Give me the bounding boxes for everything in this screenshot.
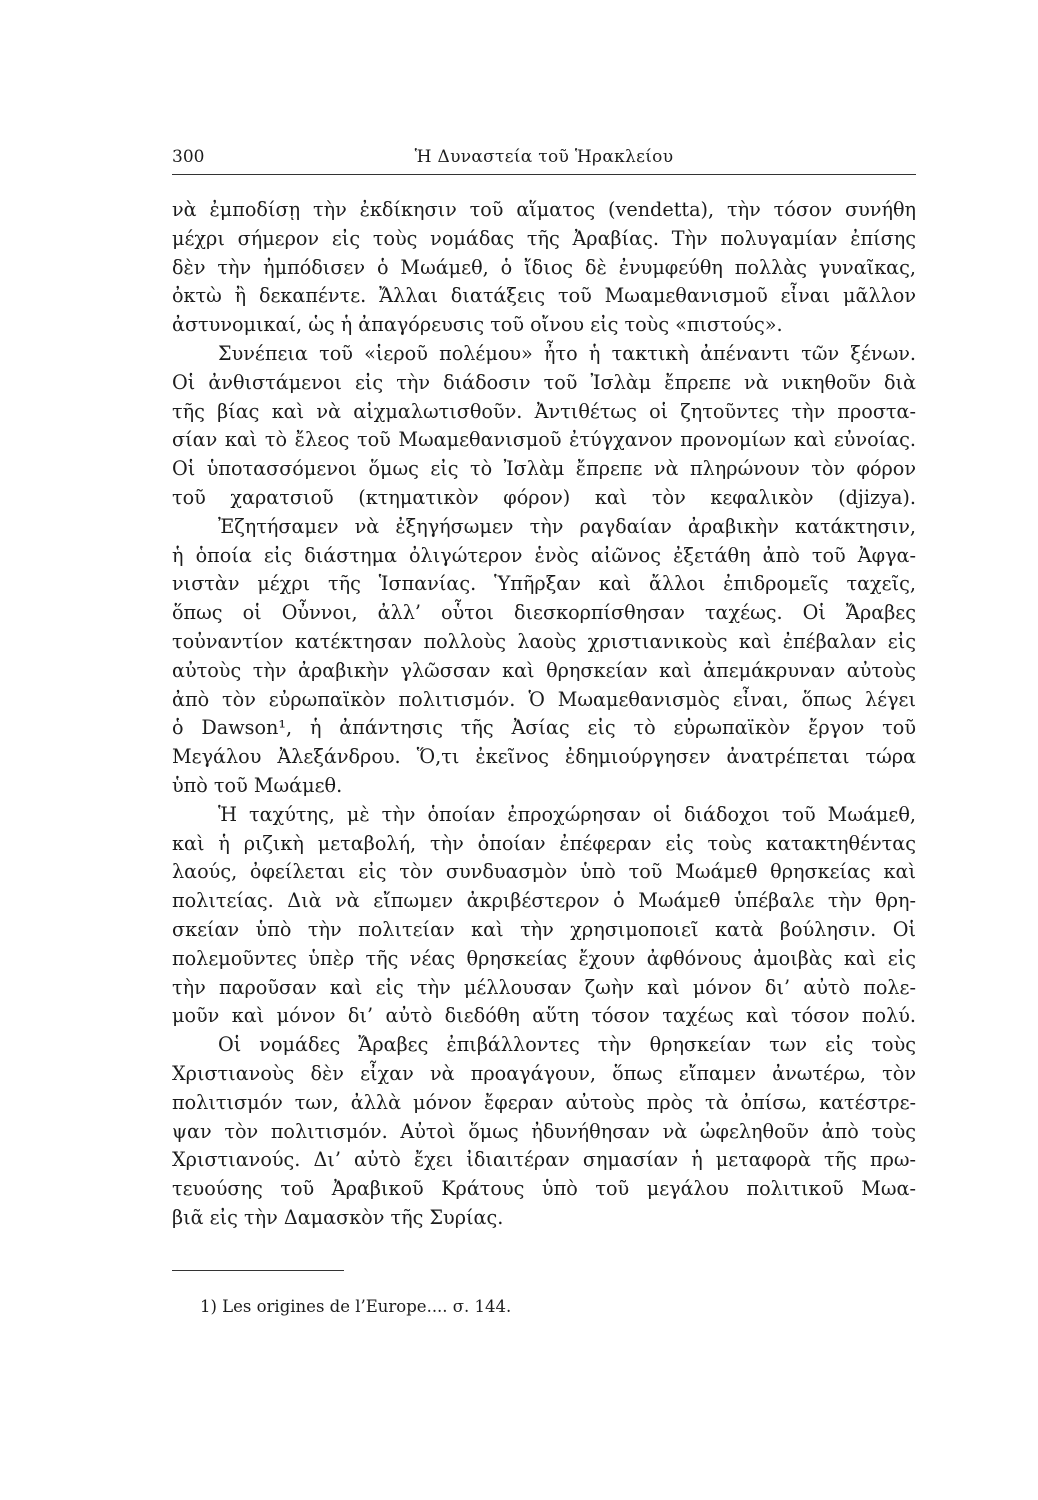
text-line: τῆς βίας καὶ νὰ αἰχμαλωτισθοῦν. Ἀντιθέτως οἱ ζητοῦντες τὴν προστα-: [172, 399, 916, 423]
text-line: τὴν παροῦσαν καὶ εἰς τὴν μέλλουσαν ζωὴν καὶ μόνον δι’ αὐτὸ πολε-: [172, 975, 916, 999]
text-line: μοῦν καὶ μόνον δι’ αὐτὸ διεδόθη αὕτη τόσον ταχέως καὶ τόσον πολύ.: [172, 1004, 916, 1028]
footnote: 1) Les origines de l’Europe.... σ. 144.: [200, 1297, 512, 1316]
text-line: Οἱ ὑποτασσόμενοι ὅμως εἰς τὸ Ἰσλὰμ ἔπρεπε νὰ πληρώνουν τὸν φόρον: [172, 457, 916, 481]
text-line: Χριστιανοὺς δὲν εἶχαν νὰ προαγάγουν, ὅπως εἴπαμεν ἀνωτέρω, τὸν: [172, 1061, 916, 1085]
text-line: Ἡ ταχύτης, μὲ τὴν ὁποίαν ἐπροχώρησαν οἱ διάδοχοι τοῦ Μωάμεθ,: [218, 802, 916, 826]
text-line: ὁ Dawson¹, ἡ ἀπάντησις τῆς Ἀσίας εἰς τὸ εὐρωπαϊκὸν ἔργον τοῦ: [172, 716, 916, 740]
text-line: νὰ ἐμποδίσῃ τὴν ἐκδίκησιν τοῦ αἵματος (vendetta), τὴν τόσον συνήθη: [172, 198, 916, 221]
text-line: Μεγάλου Ἀλεξάνδρου. Ὅ,τι ἐκεῖνος ἐδημιούργησεν ἀνατρέπεται τώρα: [172, 745, 916, 769]
text-line: πολιτισμόν των, ἀλλὰ μόνον ἔφεραν αὐτοὺς πρὸς τὰ ὀπίσω, κατέστρε-: [172, 1090, 916, 1114]
footnote-rule: [172, 1270, 344, 1271]
text-line: ψαν τὸν πολιτισμόν. Αὐτοὶ ὅμως ἠδυνήθησαν νὰ ὠφεληθοῦν ἀπὸ τοὺς: [172, 1119, 916, 1143]
text-line: αὐτοὺς τὴν ἀραβικὴν γλῶσσαν καὶ θρησκείαν καὶ ἀπεμάκρυναν αὐτοὺς: [172, 658, 916, 682]
text-line: ὑπὸ τοῦ Μωάμεθ.: [172, 773, 343, 797]
text-line: πολιτείας. Διὰ νὰ εἴπωμεν ἀκριβέστερον ὁ Μωάμεθ ὑπέβαλε τὴν θρη-: [172, 889, 916, 913]
text-line: πολεμοῦντες ὑπὲρ τῆς νέας θρησκείας ἔχουν ἀφθόνους ἀμοιβὰς καὶ εἰς: [172, 946, 916, 970]
text-line: τευούσης τοῦ Ἀραβικοῦ Κράτους ὑπὸ τοῦ μεγάλου πολιτικοῦ Μωα-: [172, 1177, 916, 1201]
text-line: νιστὰν μέχρι τῆς Ἱσπανίας. Ὑπῆρξαν καὶ ἄλλοι ἐπιδρομεῖς ταχεῖς,: [172, 572, 916, 596]
text-line: Ἐζητήσαμεν νὰ ἐξηγήσωμεν τὴν ραγδαίαν ἀραβικὴν κατάκτησιν,: [218, 514, 916, 538]
page-header: [172, 146, 916, 168]
page-number: 300: [172, 147, 205, 167]
text-line: βιᾶ εἰς τὴν Δαμασκὸν τῆς Συρίας.: [172, 1205, 504, 1229]
running-title: Ἡ Δυναστεία τοῦ Ἡρακλείου: [414, 147, 674, 167]
text-line: λαούς, ὀφείλεται εἰς τὸν συνδυασμὸν ὑπὸ τοῦ Μωάμεθ θρησκείας καὶ: [172, 860, 916, 884]
body-text: [172, 196, 916, 1233]
text-line: ἡ ὁποία εἰς διάστημα ὀλιγώτερον ἑνὸς αἰῶνος ἐξετάθη ἀπὸ τοῦ Ἀφγα-: [172, 543, 916, 567]
text-line: ἀπὸ τὸν εὐρωπαϊκὸν πολιτισμόν. Ὁ Μωαμεθανισμὸς εἶναι, ὅπως λέγει: [172, 687, 916, 711]
text-line: ἀστυνομικαί, ὡς ἡ ἀπαγόρευσις τοῦ οἴνου εἰς τοὺς «πιστούς».: [172, 313, 783, 337]
text-line: ὅπως οἱ Οὖννοι, ἀλλ’ οὗτοι διεσκορπίσθησαν ταχέως. Οἱ Ἄραβες: [172, 601, 916, 625]
header-rule: [172, 174, 916, 175]
text-line: Οἱ νομάδες Ἄραβες ἐπιβάλλοντες τὴν θρησκείαν των εἰς τοὺς: [218, 1033, 916, 1057]
text-line: σίαν καὶ τὸ ἔλεος τοῦ Μωαμεθανισμοῦ ἐτύγχανον προνομίων καὶ εὐνοίας.: [172, 428, 916, 452]
text-line: μέχρι σήμερον εἰς τοὺς νομάδας τῆς Ἀραβίας. Τὴν πολυγαμίαν ἐπίσης: [172, 226, 916, 250]
text-line: καὶ ἡ ριζικὴ μεταβολή, τὴν ὁποίαν ἐπέφεραν εἰς τοὺς κατακτηθέντας: [172, 831, 916, 855]
text-line: ὀκτὼ ἢ δεκαπέντε. Ἄλλαι διατάξεις τοῦ Μωαμεθανισμοῦ εἶναι μᾶλλον: [172, 284, 916, 308]
text-line: τοὐναντίον κατέκτησαν πολλοὺς λαοὺς χριστιανικοὺς καὶ ἐπέβαλαν εἰς: [172, 629, 916, 653]
text-line: σκείαν ὑπὸ τὴν πολιτείαν καὶ τὴν χρησιμοποιεῖ κατὰ βούλησιν. Οἱ: [172, 917, 916, 941]
text-line: Οἱ ἀνθιστάμενοι εἰς τὴν διάδοσιν τοῦ Ἰσλὰμ ἔπρεπε νὰ νικηθοῦν διὰ: [172, 370, 916, 394]
text-line: δὲν τὴν ἠμπόδισεν ὁ Μωάμεθ, ὁ ἴδιος δὲ ἐνυμφεύθη πολλὰς γυναῖκας,: [172, 255, 916, 279]
text-line: Χριστιανούς. Δι’ αὐτὸ ἔχει ἰδιαιτέραν σημασίαν ἡ μεταφορὰ τῆς πρω-: [172, 1148, 916, 1172]
text-line: τοῦ χαρατσιοῦ (κτηματικὸν φόρον) καὶ τὸν κεφαλικὸν (djizya).: [172, 485, 916, 509]
text-line: Συνέπεια τοῦ «ἱεροῦ πολέμου» ἦτο ἡ τακτικὴ ἀπέναντι τῶν ξένων.: [218, 341, 916, 365]
